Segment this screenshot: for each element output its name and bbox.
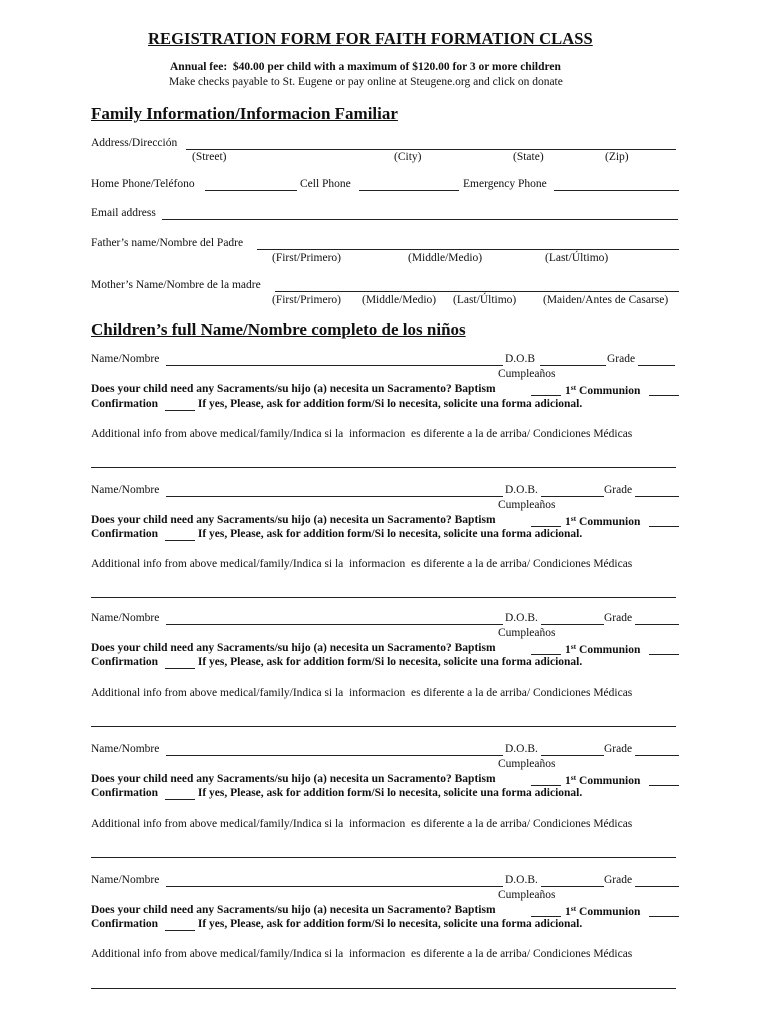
additional-info-label: Additional info from above medical/family/Indica si la informacion es diferente a la de arriba/ Condiciones Médicas <box>91 818 633 830</box>
confirmation-label: Confirmation <box>91 398 159 410</box>
confirmation-field[interactable] <box>165 799 195 800</box>
child-name-label: Name/Nombre <box>91 743 160 755</box>
child-name-field[interactable] <box>166 496 503 497</box>
additional-info-label: Additional info from above medical/family/Indica si la informacion es diferente a la de arriba/ Condiciones Médicas <box>91 687 633 699</box>
communion-label: 1st Communion <box>565 514 641 528</box>
state-caption: (State) <box>513 151 544 163</box>
cell-phone-field[interactable] <box>359 190 459 191</box>
additional-info-field[interactable] <box>91 857 676 858</box>
additional-info-field[interactable] <box>91 597 676 598</box>
sacrament-question: Does your child need any Sacraments/su hijo (a) necesita un Sacramento? Baptism <box>91 383 496 395</box>
dob-field[interactable] <box>541 755 604 756</box>
street-caption: (Street) <box>192 151 227 163</box>
dob-label: D.O.B. <box>505 874 538 886</box>
payment-line: Make checks payable to St. Eugene or pay online at Steugene.org and click on donate <box>169 76 563 88</box>
additional-info-field[interactable] <box>91 988 676 989</box>
grade-label: Grade <box>604 612 633 624</box>
confirmation-label: Confirmation <box>91 656 159 668</box>
additional-info-label: Additional info from above medical/family/Indica si la informacion es diferente a la de arriba/ Condiciones Médicas <box>91 428 633 440</box>
father-middle-caption: (Middle/Medio) <box>408 252 483 264</box>
dob-field[interactable] <box>540 365 606 366</box>
dob-label: D.O.B <box>505 353 536 365</box>
confirmation-label: Confirmation <box>91 528 159 540</box>
cell-phone-label: Cell Phone <box>300 178 351 190</box>
communion-field[interactable] <box>649 526 679 527</box>
sacrament-question: Does your child need any Sacraments/su hijo (a) necesita un Sacramento? Baptism <box>91 904 496 916</box>
child-name-label: Name/Nombre <box>91 484 160 496</box>
email-label: Email address <box>91 207 156 219</box>
additional-info-field[interactable] <box>91 726 676 727</box>
form-title: REGISTRATION FORM FOR FAITH FORMATION CLASS <box>148 29 593 48</box>
father-first-caption: (First/Primero) <box>272 252 341 264</box>
confirmation-field[interactable] <box>165 668 195 669</box>
dob-label: D.O.B. <box>505 484 538 496</box>
communion-label: 1st Communion <box>565 904 641 918</box>
baptism-field[interactable] <box>531 785 561 786</box>
father-name-label: Father’s name/Nombre del Padre <box>91 237 244 249</box>
birthday-caption: Cumpleaños <box>498 889 556 901</box>
baptism-field[interactable] <box>531 916 561 917</box>
grade-field[interactable] <box>635 755 679 756</box>
baptism-field[interactable] <box>531 654 561 655</box>
fee-line: Annual fee: $40.00 per child with a maximum of $120.00 for 3 or more children <box>170 61 561 73</box>
grade-field[interactable] <box>635 886 679 887</box>
sacrament-question: Does your child need any Sacraments/su hijo (a) necesita un Sacramento? Baptism <box>91 514 496 526</box>
additional-info-label: Additional info from above medical/family/Indica si la informacion es diferente a la de arriba/ Condiciones Médicas <box>91 948 633 960</box>
sacrament-question: Does your child need any Sacraments/su hijo (a) necesita un Sacramento? Baptism <box>91 773 496 785</box>
grade-field[interactable] <box>635 624 679 625</box>
grade-label: Grade <box>607 353 636 365</box>
baptism-field[interactable] <box>531 526 561 527</box>
birthday-caption: Cumpleaños <box>498 499 556 511</box>
child-name-label: Name/Nombre <box>91 874 160 886</box>
grade-field[interactable] <box>638 365 675 366</box>
dob-field[interactable] <box>541 624 604 625</box>
grade-label: Grade <box>604 874 633 886</box>
emergency-phone-field[interactable] <box>554 190 679 191</box>
mother-middle-caption: (Middle/Medio) <box>362 294 437 306</box>
dob-field[interactable] <box>541 886 604 887</box>
communion-field[interactable] <box>649 916 679 917</box>
confirmation-label: Confirmation <box>91 787 159 799</box>
additional-info-label: Additional info from above medical/family/Indica si la informacion es diferente a la de arriba/ Condiciones Médicas <box>91 558 633 570</box>
communion-label: 1st Communion <box>565 773 641 787</box>
communion-field[interactable] <box>649 395 679 396</box>
child-name-field[interactable] <box>166 365 503 366</box>
family-section-heading: Family Information/Informacion Familiar <box>91 104 398 123</box>
confirmation-note: If yes, Please, ask for addition form/Si lo necesita, solicite una forma adicional. <box>195 787 583 799</box>
child-name-label: Name/Nombre <box>91 353 160 365</box>
dob-label: D.O.B. <box>505 743 538 755</box>
birthday-caption: Cumpleaños <box>498 627 556 639</box>
mother-name-label: Mother’s Name/Nombre de la madre <box>91 279 261 291</box>
confirmation-note: If yes, Please, ask for addition form/Si lo necesita, solicite una forma adicional. <box>195 528 583 540</box>
emergency-phone-label: Emergency Phone <box>463 178 547 190</box>
mother-maiden-caption: (Maiden/Antes de Casarse) <box>543 294 669 306</box>
grade-label: Grade <box>604 743 633 755</box>
home-phone-field[interactable] <box>205 190 297 191</box>
email-field[interactable] <box>162 219 678 220</box>
confirmation-note: If yes, Please, ask for addition form/Si lo necesita, solicite una forma adicional. <box>195 918 583 930</box>
confirmation-note: If yes, Please, ask for addition form/Si lo necesita, solicite una forma adicional. <box>195 656 583 668</box>
communion-field[interactable] <box>649 785 679 786</box>
communion-label: 1st Communion <box>565 642 641 656</box>
mother-first-caption: (First/Primero) <box>272 294 341 306</box>
address-field[interactable] <box>186 149 676 150</box>
child-name-label: Name/Nombre <box>91 612 160 624</box>
confirmation-field[interactable] <box>165 410 195 411</box>
baptism-field[interactable] <box>531 395 561 396</box>
zip-caption: (Zip) <box>605 151 629 163</box>
father-name-field[interactable] <box>257 249 679 250</box>
birthday-caption: Cumpleaños <box>498 368 556 380</box>
dob-label: D.O.B. <box>505 612 538 624</box>
children-section-heading: Children’s full Name/Nombre completo de los niños <box>91 320 466 339</box>
communion-label: 1st Communion <box>565 383 641 397</box>
city-caption: (City) <box>394 151 422 163</box>
child-name-field[interactable] <box>166 624 503 625</box>
address-label: Address/Dirección <box>91 137 178 149</box>
dob-field[interactable] <box>541 496 604 497</box>
mother-last-caption: (Last/Último) <box>453 294 517 306</box>
mother-name-field[interactable] <box>275 291 679 292</box>
confirmation-note: If yes, Please, ask for addition form/Si lo necesita, solicite una forma adicional. <box>195 398 583 410</box>
confirmation-field[interactable] <box>165 930 195 931</box>
child-name-field[interactable] <box>166 886 503 887</box>
father-last-caption: (Last/Último) <box>545 252 609 264</box>
communion-field[interactable] <box>649 654 679 655</box>
sacrament-question: Does your child need any Sacraments/su hijo (a) necesita un Sacramento? Baptism <box>91 642 496 654</box>
additional-info-field[interactable] <box>91 467 676 468</box>
confirmation-field[interactable] <box>165 540 195 541</box>
confirmation-label: Confirmation <box>91 918 159 930</box>
birthday-caption: Cumpleaños <box>498 758 556 770</box>
grade-field[interactable] <box>635 496 679 497</box>
grade-label: Grade <box>604 484 633 496</box>
home-phone-label: Home Phone/Teléfono <box>91 178 195 190</box>
child-name-field[interactable] <box>166 755 503 756</box>
